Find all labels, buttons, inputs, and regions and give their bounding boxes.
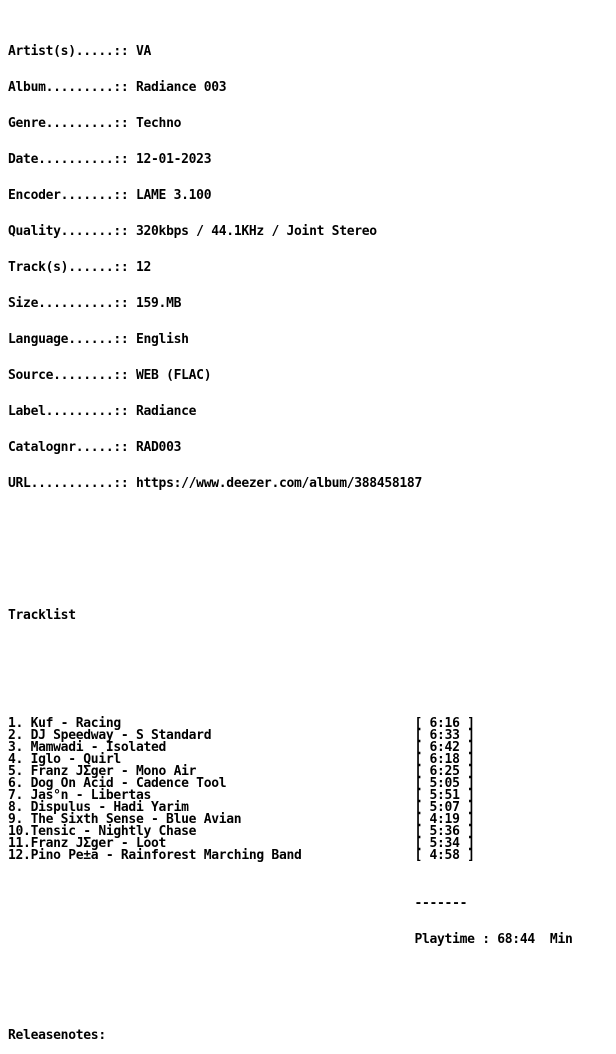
info-value: Techno xyxy=(135,116,182,131)
info-key: URL...........:: xyxy=(8,476,136,491)
track-title: 2. DJ Speedway - S Standard xyxy=(8,728,212,743)
info-row-url xyxy=(8,478,573,490)
info-row-date xyxy=(8,154,573,166)
info-row-catalognr xyxy=(8,442,573,454)
track-duration: [ 6:16 ] xyxy=(414,716,475,731)
track-title: 6. Dog On Acid - Cadence Tool xyxy=(8,776,227,791)
track-duration: [ 4:19 ] xyxy=(414,812,475,827)
track-row xyxy=(8,850,573,862)
track-duration: [ 5:07 ] xyxy=(414,800,475,815)
track-title: 3. Mamwadi - Isolated xyxy=(8,740,167,755)
track-title: 7. Jas°n - Libertas xyxy=(8,788,152,803)
spacer xyxy=(8,982,573,994)
info-key: Quality.......:: xyxy=(8,224,136,239)
info-row-language xyxy=(8,334,573,346)
playtime-indent xyxy=(8,932,414,947)
info-key: Source........:: xyxy=(8,368,136,383)
info-value: 12-01-2023 xyxy=(135,152,212,167)
info-value: English xyxy=(135,332,189,347)
info-value: 320kbps / 44.1KHz / Joint Stereo xyxy=(135,224,377,239)
spacer xyxy=(8,658,573,670)
track-title: 4. Iglo - Quirl xyxy=(8,752,121,767)
track-duration: [ 6:42 ] xyxy=(414,740,475,755)
info-value: Radiance xyxy=(135,404,197,419)
info-value: 159.MB xyxy=(135,296,182,311)
info-value: 12 xyxy=(135,260,152,275)
info-key: Genre.........:: xyxy=(8,116,136,131)
track-gap xyxy=(302,848,415,863)
info-value: LAME 3.100 xyxy=(135,188,212,203)
info-value: Radiance 003 xyxy=(135,80,227,95)
info-key: Language......:: xyxy=(8,332,136,347)
track-duration: [ 5:51 ] xyxy=(414,788,475,803)
info-value: WEB (FLAC) xyxy=(135,368,212,383)
playtime-separator xyxy=(8,898,573,910)
info-row-tracks xyxy=(8,262,573,274)
nfo-document xyxy=(8,10,573,1054)
spacer xyxy=(8,562,573,574)
info-key: Track(s)......:: xyxy=(8,260,136,275)
track-title: 1. Kuf - Racing xyxy=(8,716,121,731)
track-title: 9. The Sixth Sense - Blue Avian xyxy=(8,812,242,827)
info-key: Date..........:: xyxy=(8,152,136,167)
info-value: https://www.deezer.com/album/388458187 xyxy=(135,476,422,491)
track-duration: [ 5:05 ] xyxy=(414,776,475,791)
track-duration: [ 5:34 ] xyxy=(414,836,475,851)
info-key: Encoder.......:: xyxy=(8,188,136,203)
track-title: 8. Dispulus - Hadi Yarim xyxy=(8,800,189,815)
track-title: 11.Franz JΣger - Loot xyxy=(8,836,167,851)
info-value: VA xyxy=(135,44,152,59)
info-row-quality xyxy=(8,226,573,238)
track-title: 10.Tensic - Nightly Chase xyxy=(8,824,197,839)
track-title: 12.Pino Pe±a - Rainforest Marching Band xyxy=(8,848,302,863)
info-row-album xyxy=(8,82,573,94)
info-key: Size..........:: xyxy=(8,296,136,311)
info-row-encoder xyxy=(8,190,573,202)
track-duration: [ 6:18 ] xyxy=(414,752,475,767)
tracklist xyxy=(8,718,573,862)
info-key: Label.........:: xyxy=(8,404,136,419)
info-row-genre xyxy=(8,118,573,130)
info-key: Album.........:: xyxy=(8,80,136,95)
info-row-artists xyxy=(8,46,573,58)
track-duration: [ 6:33 ] xyxy=(414,728,475,743)
track-duration: [ 6:25 ] xyxy=(414,764,475,779)
playtime-text: Playtime : 68:44 Min xyxy=(414,932,573,947)
info-row-label xyxy=(8,406,573,418)
spacer xyxy=(8,526,573,538)
info-row-source xyxy=(8,370,573,382)
tracklist-heading: Tracklist xyxy=(8,608,76,623)
track-duration: [ 5:36 ] xyxy=(414,824,475,839)
track-title: 5. Franz JΣger - Mono Air xyxy=(8,764,197,779)
separator-rule: ------- xyxy=(414,896,468,911)
info-value: RAD003 xyxy=(135,440,182,455)
track-duration: [ 4:58 ] xyxy=(414,848,475,863)
info-key: Artist(s).....:: xyxy=(8,44,136,59)
playtime-row xyxy=(8,934,573,946)
releasenotes-heading: Releasenotes: xyxy=(8,1028,106,1043)
separator-indent xyxy=(8,896,414,911)
info-row-size xyxy=(8,298,573,310)
info-key: Catalognr.....:: xyxy=(8,440,136,455)
